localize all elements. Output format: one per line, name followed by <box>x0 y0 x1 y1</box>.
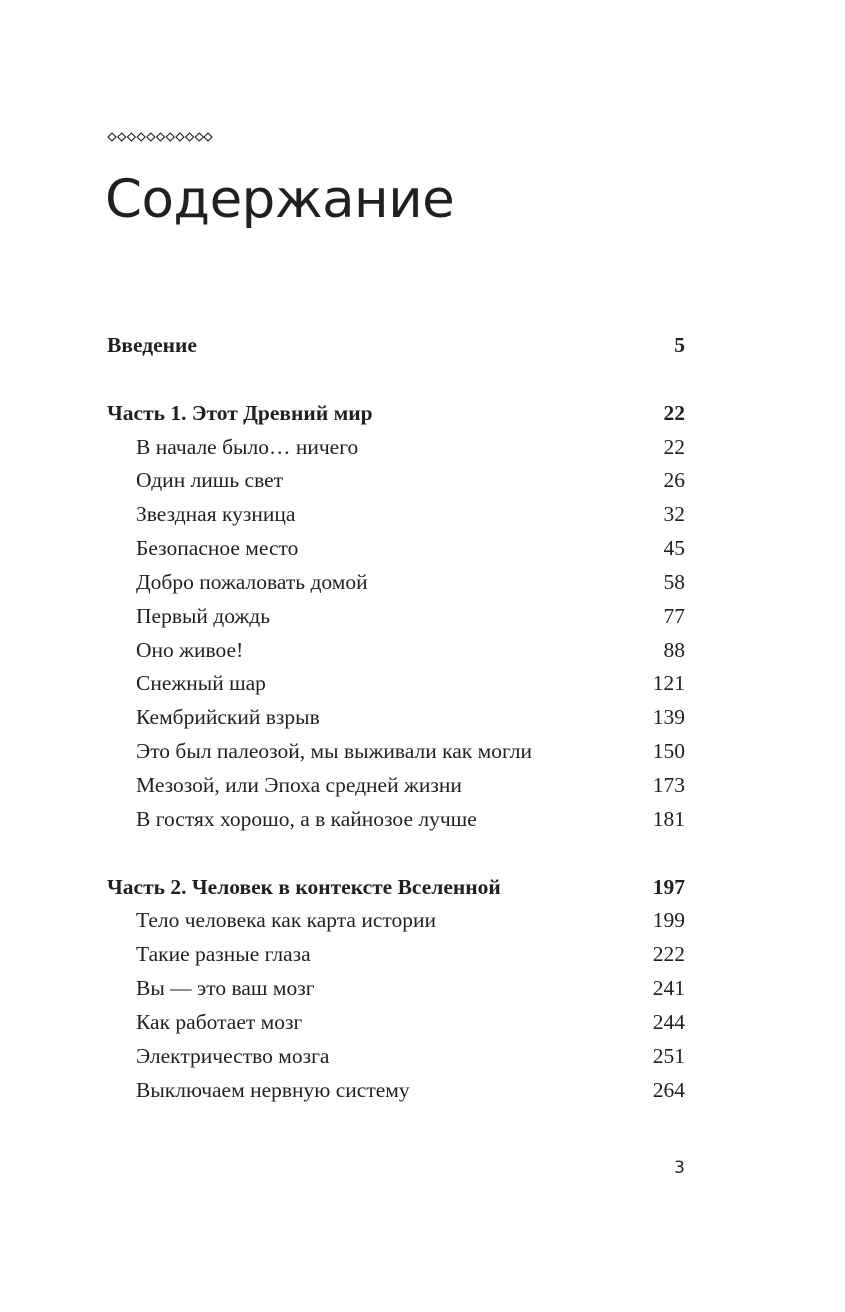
section-spacer <box>107 837 685 871</box>
toc-entry-chapter[interactable] <box>107 735 685 769</box>
toc-entry-page: 251 <box>652 1043 685 1068</box>
toc-entry-title: Выключаем нервную систему <box>136 1077 410 1102</box>
toc-entry-chapter[interactable] <box>107 431 685 465</box>
toc-entry-title: Это был палеозой, мы выживали как могли <box>136 739 532 764</box>
toc-entry-chapter[interactable] <box>107 1006 685 1040</box>
toc-entry-page: 26 <box>663 468 685 493</box>
toc-entry-title: Часть 2. Человек в контексте Вселенной <box>107 874 501 899</box>
toc-entry-chapter[interactable] <box>107 769 685 803</box>
toc-entry-chapter[interactable] <box>107 532 685 566</box>
toc-entry-title: Звездная кузница <box>136 502 296 527</box>
toc-entry-page: 197 <box>652 874 685 899</box>
toc-entry-page: 45 <box>663 536 685 561</box>
toc-entry-chapter[interactable] <box>107 972 685 1006</box>
toc-entry-chapter[interactable] <box>107 566 685 600</box>
section-spacer <box>107 363 685 397</box>
diamond-ornament-icon <box>107 130 213 144</box>
toc-entry-page: 22 <box>663 434 685 459</box>
toc-entry-chapter[interactable] <box>107 667 685 701</box>
toc-entry-page: 222 <box>652 942 685 967</box>
toc-entry-title: Введение <box>107 333 197 357</box>
toc-entry-chapter[interactable] <box>107 464 685 498</box>
toc-entry-part-1[interactable] <box>107 397 685 431</box>
toc-entry-chapter[interactable] <box>107 1074 685 1108</box>
toc-entry-page: 5 <box>674 333 685 357</box>
toc-entry-page: 58 <box>663 569 685 594</box>
toc-entry-page: 22 <box>663 400 685 425</box>
toc-entry-title: Мезозой, или Эпоха средней жизни <box>136 772 462 797</box>
toc-entry-chapter[interactable] <box>107 701 685 735</box>
toc-entry-chapter[interactable] <box>107 1040 685 1074</box>
toc-entry-page: 77 <box>663 603 685 628</box>
toc-entry-page: 121 <box>652 671 685 696</box>
toc-entry-page: 32 <box>663 502 685 527</box>
toc-entry-title: Электричество мозга <box>136 1043 330 1068</box>
table-of-contents <box>107 329 685 1107</box>
toc-entry-title: В начале было… ничего <box>136 434 359 459</box>
toc-entry-page: 150 <box>652 739 685 764</box>
toc-entry-title: Такие разные глаза <box>136 942 311 967</box>
page-title: Содержание <box>105 169 455 230</box>
toc-entry-title: Вы — это ваш мозг <box>136 976 315 1001</box>
toc-entry-page: 244 <box>652 1009 685 1034</box>
toc-entry-chapter[interactable] <box>107 904 685 938</box>
toc-entry-page: 88 <box>663 637 685 662</box>
toc-entry-chapter[interactable] <box>107 498 685 532</box>
toc-entry-title: Первый дождь <box>136 603 271 628</box>
toc-entry-title: Оно живое! <box>136 637 244 662</box>
toc-entry-title: В гостях хорошо, а в кайнозое лучше <box>136 806 477 831</box>
toc-entry-chapter[interactable] <box>107 938 685 972</box>
toc-entry-intro[interactable] <box>107 329 685 363</box>
toc-entry-title: Как работает мозг <box>136 1009 303 1034</box>
toc-entry-title: Один лишь свет <box>136 468 284 493</box>
toc-entry-page: 241 <box>652 976 685 1001</box>
page-number: 3 <box>674 1158 685 1178</box>
toc-entry-part-2[interactable] <box>107 871 685 905</box>
toc-entry-page: 181 <box>652 806 685 831</box>
toc-entry-chapter[interactable] <box>107 803 685 837</box>
toc-entry-chapter[interactable] <box>107 634 685 668</box>
toc-entry-chapter[interactable] <box>107 600 685 634</box>
toc-entry-page: 199 <box>652 908 685 933</box>
toc-entry-title: Добро пожаловать домой <box>136 569 368 594</box>
toc-entry-page: 173 <box>652 772 685 797</box>
toc-entry-title: Безопасное место <box>136 536 299 561</box>
toc-entry-title: Снежный шар <box>136 671 266 696</box>
toc-entry-title: Тело человека как карта истории <box>136 908 437 933</box>
toc-entry-page: 264 <box>652 1077 685 1102</box>
toc-entry-title: Кембрийский взрыв <box>136 705 320 730</box>
toc-entry-page: 139 <box>652 705 685 730</box>
toc-entry-title: Часть 1. Этот Древний мир <box>107 400 373 425</box>
